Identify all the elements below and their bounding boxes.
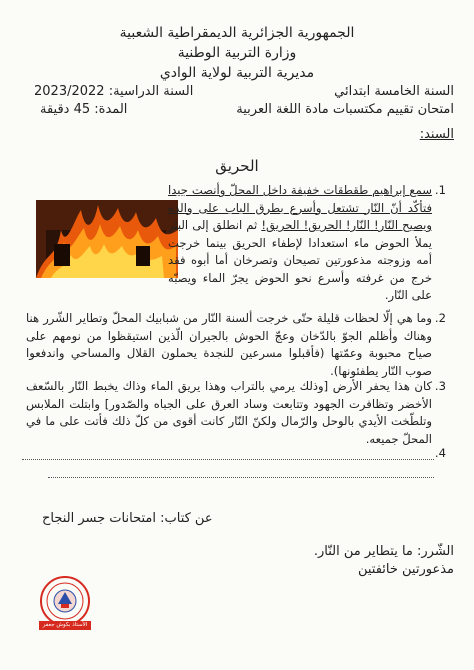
school-year-value: 2023/2022 xyxy=(34,84,105,99)
paragraph-2-text: وما هي إلّا لحظات قليلة حتّى خرجت ألسنة النّار من شبابيك المحلّ وتطاير الشّرر هنا وهناك وأظلم الجوّ بالدّخان وعجّ الحوش بالجيران الّذين استيقظوا من نومهم على صياح محبوبة وعمّتها (فأقبلوا مسرعين للنجدة يحملون القلال والمساحي واندفعوا صوب النّار يطفئونها). xyxy=(26,311,432,378)
republic-title: الجمهورية الجزائرية الديمقراطية الشعبية xyxy=(119,25,355,41)
section-label: السند: xyxy=(419,127,454,142)
directorate-title: مديرية التربية لولاية الوادي xyxy=(159,65,315,81)
text-title: الحريق xyxy=(215,157,259,175)
school-year-label: السنة الدراسية: xyxy=(108,84,194,99)
paragraph-4-number: 4. xyxy=(434,446,446,460)
paragraph-1-text: ثم انطلق إلى البئر يملأ الحوض ماء استعدادا لإطفاء الحريق بينما خرجت أمه وزوجته مذعورتين تصيحان وتصرخان أما أبوه فقد خرج من غرفته وأسرع نحو الحوض يجرّ الماء ويصبّه على النّار. xyxy=(168,218,432,302)
source-citation: عن كتاب: امتحانات جسر النجاح xyxy=(42,511,213,526)
paragraph-3 xyxy=(26,378,446,448)
paragraph-1 xyxy=(168,182,446,305)
stamp-caption: الأستاذ بكوش جعفر xyxy=(42,622,88,628)
paragraph-2-number: 2. xyxy=(434,311,446,325)
fire-drawing xyxy=(36,200,178,278)
fire-illustration xyxy=(36,200,178,278)
level-label: السنة الخامسة ابتدائي xyxy=(334,84,454,99)
paragraph-1-underlined: سمع إبراهيم طقطقات خفيفة داخل المحلّ وأنصت جيدا فتأكّد أنّ النّار تشتعل وأسرع بطرق الباب على والده ويصيح النّار! النّار! الحريق! الحريق! xyxy=(168,183,432,232)
ministry-title: وزارة التربية الوطنية xyxy=(177,45,297,61)
exam-title: امتحان تقييم مكتسبات مادة اللغة العربية xyxy=(236,102,454,117)
exam-duration: المدة: 45 دقيقة xyxy=(40,102,128,117)
paragraph-3-number: 3. xyxy=(434,379,446,393)
paragraph-2 xyxy=(26,310,446,380)
glossary-item-1: الشّرر: ما يتطاير من النّار. xyxy=(313,544,454,559)
paragraph-3-text: كان هذا يحفر الأرض [وذلك يرمي بالتراب وهذا يريق الماء وذاك يخبط النّار بالسّعف الأخضر وتظافرت الجهود وتتابعت وساد العرق على الجباه والصّدور] وابتلت الملابس وتلطّخت الأيدي بالوحل والرّمال ولكنّ النّار كانت أقوى من كلّ ذلك فأتت على ما في المحلّ جميعه. xyxy=(26,379,432,446)
school-year xyxy=(34,83,193,100)
blank-line-1 xyxy=(22,458,434,460)
teacher-stamp xyxy=(36,574,94,632)
glossary-item-2: مذعورتين خائفتين xyxy=(357,562,454,577)
blank-line-2 xyxy=(48,476,434,478)
paragraph-1-number: 1. xyxy=(434,183,446,197)
